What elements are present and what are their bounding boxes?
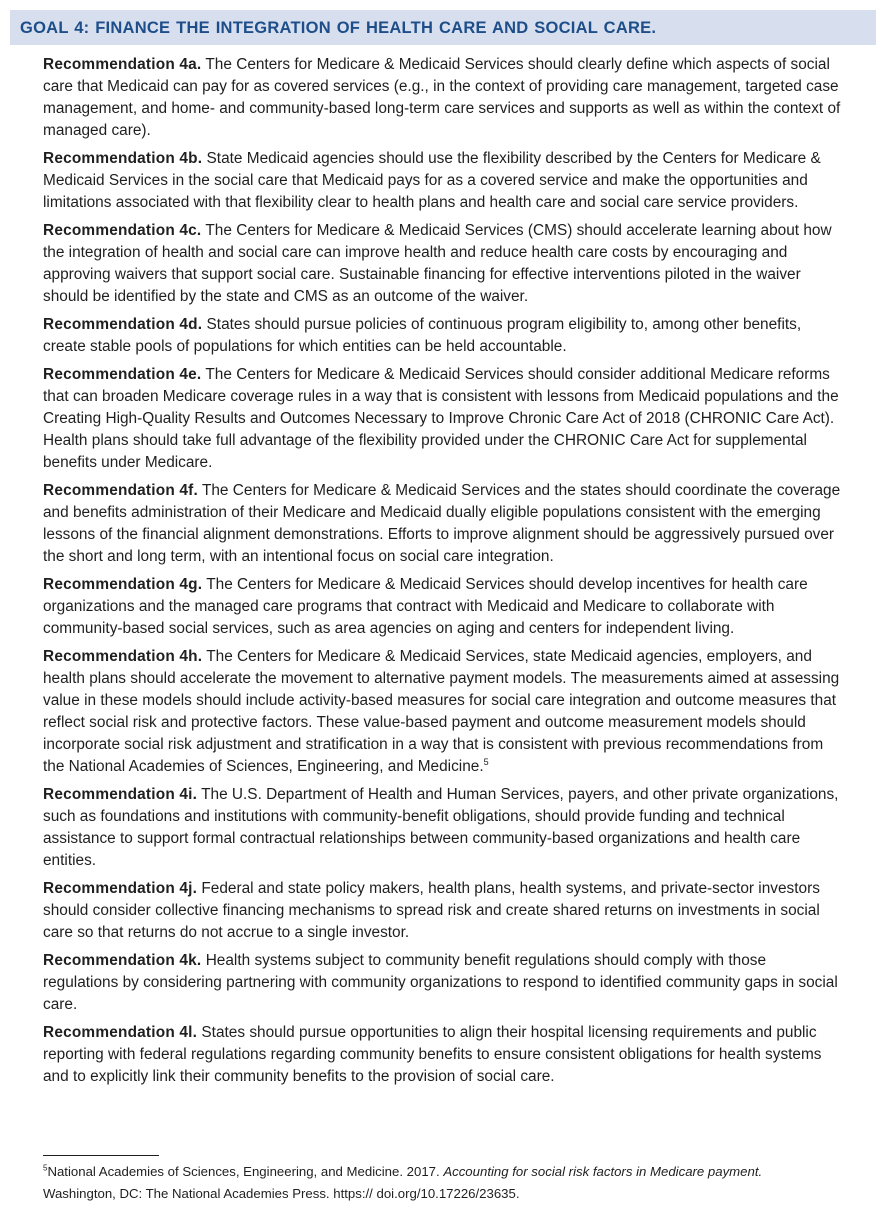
recommendation-label: Recommendation 4d.: [43, 316, 203, 333]
recommendations-list: [43, 54, 843, 1094]
recommendation-4h: [43, 646, 843, 778]
recommendation-label: Recommendation 4f.: [43, 482, 198, 499]
recommendation-4e: [43, 364, 843, 474]
recommendation-4g: [43, 574, 843, 640]
recommendation-label: Recommendation 4j.: [43, 880, 198, 897]
goal-header-bar: [10, 10, 876, 45]
recommendation-text: The Centers for Medicare & Medicaid Services should clearly define which aspects of social care that Medicaid can pay for as covered services (e.g., in the context of providing care management, targeted case management, and home- and community-based long-term care services and supports as well as within the context of managed care).: [43, 56, 841, 139]
footnote-title: Accounting for social risk factors in Medicare payment.: [443, 1164, 763, 1179]
recommendation-text: The Centers for Medicare & Medicaid Services should consider additional Medicare reforms that can broaden Medicare coverage rules in a way that is consistent with lessons from Medicaid populations and the Creating High-Quality Results and Outcomes Necessary to Improve Chronic Care Act of 2018 (CHRONIC Care Act). Health plans should take full advantage of the flexibility provided under the CHRONIC Care Act for supplemental benefits under Medicare.: [43, 366, 839, 471]
footnote: [43, 1161, 863, 1205]
recommendation-4i: [43, 784, 843, 872]
recommendation-text: States should pursue opportunities to align their hospital licensing requirements and public reporting with federal regulations regarding community benefits to ensure consistent obligations for health systems and to explicitly link their community benefits to the provision of social care.: [43, 1024, 822, 1085]
footnote-marker: 5: [43, 1163, 48, 1173]
recommendation-4k: [43, 950, 843, 1016]
recommendation-label: Recommendation 4l.: [43, 1024, 198, 1041]
recommendation-text: Federal and state policy makers, health plans, health systems, and private-sector investors should consider collective financing mechanisms to spread risk and create shared returns on investments in social care so that returns do not accrue to a single investor.: [43, 880, 820, 941]
recommendation-label: Recommendation 4b.: [43, 150, 203, 167]
recommendation-text: The Centers for Medicare & Medicaid Services should develop incentives for health care organizations and the managed care programs that contract with Medicaid and Medicare to collaborate with community-based social services, such as area agencies on aging and centers for independent living.: [43, 576, 808, 637]
recommendation-4f: [43, 480, 843, 568]
recommendation-text: State Medicaid agencies should use the flexibility described by the Centers for Medicare & Medicaid Services in the social care that Medicaid pays for as a covered service and make the opportunities and limitations associated with that flexibility clear to health plans and health care and social care service providers.: [43, 150, 821, 211]
recommendation-text: The Centers for Medicare & Medicaid Services and the states should coordinate the coverage and benefits administration of their Medicare and Medicaid dually eligible populations consistent with the emerging lessons of the financial alignment demonstrations. Efforts to improve alignment should be aggressively pursued over the short and long term, with an intentional focus on social care integration.: [43, 482, 841, 565]
recommendation-label: Recommendation 4a.: [43, 56, 202, 73]
footnote-authors: National Academies of Sciences, Engineering, and Medicine. 2017.: [47, 1164, 444, 1179]
recommendation-4l: [43, 1022, 843, 1088]
recommendation-label: Recommendation 4g.: [43, 576, 203, 593]
recommendation-4j: [43, 878, 843, 944]
recommendation-4c: [43, 220, 843, 308]
footnote-publisher[interactable]: Washington, DC: The National Academies Press. https:// doi.org/10.17226/23635.: [43, 1186, 520, 1201]
goal-title: GOAL 4: FINANCE THE INTEGRATION OF HEALTH CARE AND SOCIAL CARE.: [20, 19, 657, 37]
recommendation-4a: [43, 54, 843, 142]
recommendation-4d: [43, 314, 843, 358]
recommendation-label: Recommendation 4k.: [43, 952, 202, 969]
footnote-reference[interactable]: 5: [483, 756, 489, 767]
recommendation-label: Recommendation 4c.: [43, 222, 202, 239]
recommendation-text: States should pursue policies of continuous program eligibility to, among other benefits, create stable pools of populations for which entities can be held accountable.: [43, 316, 802, 355]
recommendation-label: Recommendation 4e.: [43, 366, 202, 383]
recommendation-text: The U.S. Department of Health and Human Services, payers, and other private organizations, such as foundations and institutions with community-benefit obligations, should provide funding and technical assistance to support formal contractual relationships between community-based organizations and health care entities.: [43, 786, 839, 869]
recommendation-text: The Centers for Medicare & Medicaid Services, state Medicaid agencies, employers, and health plans should accelerate the movement to alternative payment models. The measurements aimed at assessing value in these models should include activity-based measures for social care integration and outcome measures that reflect social risk and protective factors. These value-based payment and outcome measurement models should incorporate social risk adjustment and stratification in a way that is consistent with previous recommendations from the National Academies of Sciences, Engineering, and Medicine.: [43, 648, 840, 775]
recommendation-text: Health systems subject to community benefit regulations should comply with those regulations by considering partnering with community organizations to respond to identified community gaps in social care.: [43, 952, 838, 1013]
footnote-divider: [43, 1155, 159, 1156]
recommendation-4b: [43, 148, 843, 214]
recommendation-label: Recommendation 4h.: [43, 648, 203, 665]
recommendation-text: The Centers for Medicare & Medicaid Services (CMS) should accelerate learning about how the integration of health and social care can improve health and reduce health care costs by encouraging and approving waivers that support social care. Sustainable financing for effective interventions piloted in the waiver should be identified by the state and CMS as an outcome of the waiver.: [43, 222, 832, 305]
recommendation-label: Recommendation 4i.: [43, 786, 198, 803]
